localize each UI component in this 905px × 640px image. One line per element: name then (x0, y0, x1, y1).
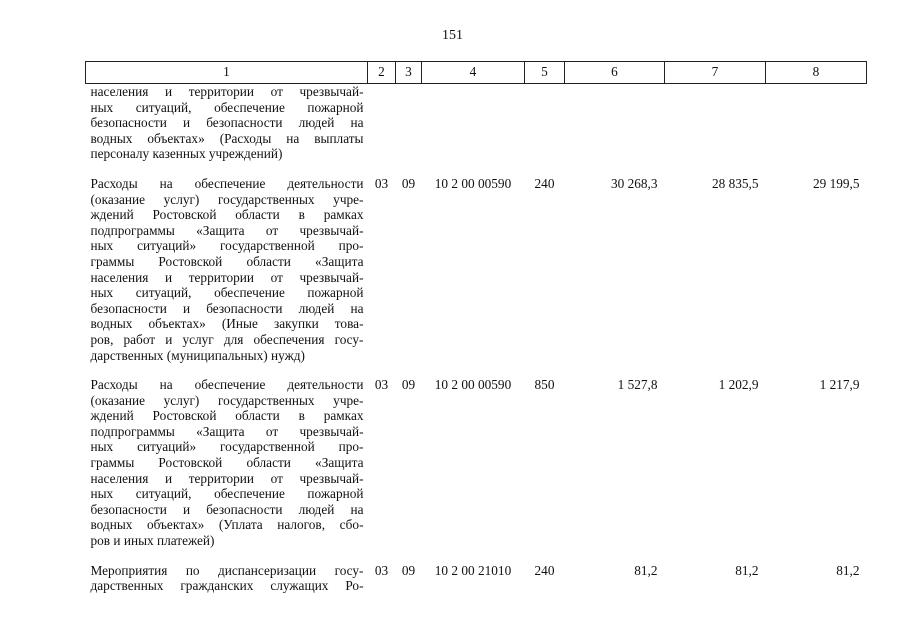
table-body (86, 84, 867, 594)
header-cell-2: 2 (368, 62, 396, 84)
amount-year-1 (565, 84, 665, 162)
table-row (86, 84, 867, 162)
description-line: водных объектах» (Уплата налогов, сбо- (90, 517, 364, 533)
page-number: 151 (442, 28, 463, 43)
description-line: (оказание услуг) государственных учре- (90, 191, 364, 207)
description-line: безопасности и безопасности людей на (90, 501, 364, 517)
description-line: дарственных (муниципальных) нужд) (90, 347, 305, 363)
section-code: 03 (374, 175, 389, 191)
description-line: ждений Ростовской области в рамках (90, 408, 364, 424)
description-line: подпрограммы «Защита от чрезвычай- (90, 423, 364, 439)
subsection-code (396, 84, 422, 162)
description-line: ных ситуаций» государственной про- (90, 238, 364, 254)
description-line: Мероприятия по диспансеризации госу- (90, 562, 364, 578)
target-article-code (422, 84, 525, 162)
row-description (86, 84, 368, 162)
description-line: персоналу казенных учреждений) (90, 146, 283, 162)
description-line: (оказание услуг) государственных учре- (90, 392, 364, 408)
budget-table (85, 61, 867, 594)
row-spacer (86, 363, 867, 377)
description-line: населения и территории от чрезвычай- (90, 269, 364, 285)
table-row (86, 377, 867, 549)
description-line: дарственных гражданских служащих Ро- (90, 578, 364, 594)
amount-year-2 (665, 84, 766, 162)
description-line: ных ситуаций, обеспечение пожарной (90, 285, 364, 301)
amount-year-2: 1 202,9 (718, 377, 759, 393)
table-row (86, 563, 867, 594)
subsection-code: 09 (401, 562, 416, 578)
amount-year-1: 81,2 (634, 562, 658, 578)
row-description (86, 377, 368, 549)
expense-type-code: 850 (534, 377, 555, 393)
amount-year-3: 81,2 (836, 562, 860, 578)
description-line: населения и территории от чрезвычай- (90, 470, 364, 486)
description-line: населения и территории от чрезвычай- (90, 84, 364, 99)
subsection-code: 09 (401, 377, 416, 393)
row-description (86, 563, 368, 594)
amount-year-1: 30 268,3 (610, 175, 658, 191)
description-line: водных объектах» (Иные закупки това- (90, 316, 364, 332)
description-line: подпрограммы «Защита от чрезвычай- (90, 222, 364, 238)
target-article-code: 10 2 00 21010 (434, 562, 512, 578)
description-line: Расходы на обеспечение деятельности (90, 377, 364, 393)
description-line: ров и иных платежей) (90, 533, 215, 549)
header-cell-7: 7 (665, 62, 766, 84)
description-line: граммы Ростовской области «Защита (90, 455, 364, 471)
row-spacer (86, 549, 867, 563)
target-article-code: 10 2 00 00590 (434, 377, 512, 393)
description-line: ных ситуаций» государственной про- (90, 439, 364, 455)
subsection-code: 09 (401, 175, 416, 191)
header-cell-6: 6 (565, 62, 665, 84)
amount-year-3: 29 199,5 (812, 175, 860, 191)
amount-year-3: 1 217,9 (819, 377, 860, 393)
header-cell-4: 4 (422, 62, 525, 84)
expense-type-code: 240 (534, 562, 555, 578)
table-row (86, 176, 867, 363)
expense-type-code: 240 (534, 175, 555, 191)
description-line: граммы Ростовской области «Защита (90, 253, 364, 269)
target-article-code: 10 2 00 00590 (434, 175, 512, 191)
description-line: водных объектах» (Расходы на выплаты (90, 130, 364, 146)
section-code: 03 (374, 562, 389, 578)
description-line: безопасности и безопасности людей на (90, 300, 364, 316)
row-description (86, 176, 368, 363)
expense-type-code (525, 84, 565, 162)
description-line: ных ситуаций, обеспечение пожарной (90, 99, 364, 115)
amount-year-2: 28 835,5 (711, 175, 759, 191)
description-line: ждений Ростовской области в рамках (90, 207, 364, 223)
description-line: ных ситуаций, обеспечение пожарной (90, 486, 364, 502)
header-cell-8: 8 (766, 62, 867, 84)
description-line: безопасности и безопасности людей на (90, 115, 364, 131)
header-cell-5: 5 (525, 62, 565, 84)
row-spacer (86, 162, 867, 176)
header-cell-3: 3 (396, 62, 422, 84)
description-line: Расходы на обеспечение деятельности (90, 175, 364, 191)
header-cell-1: 1 (86, 62, 368, 84)
description-line: ров, работ и услуг для обеспечения госу- (90, 331, 364, 347)
section-code: 03 (374, 377, 389, 393)
amount-year-1: 1 527,8 (617, 377, 658, 393)
amount-year-3 (766, 84, 867, 162)
amount-year-2: 81,2 (735, 562, 759, 578)
header-row (86, 62, 867, 84)
section-code (368, 84, 396, 162)
